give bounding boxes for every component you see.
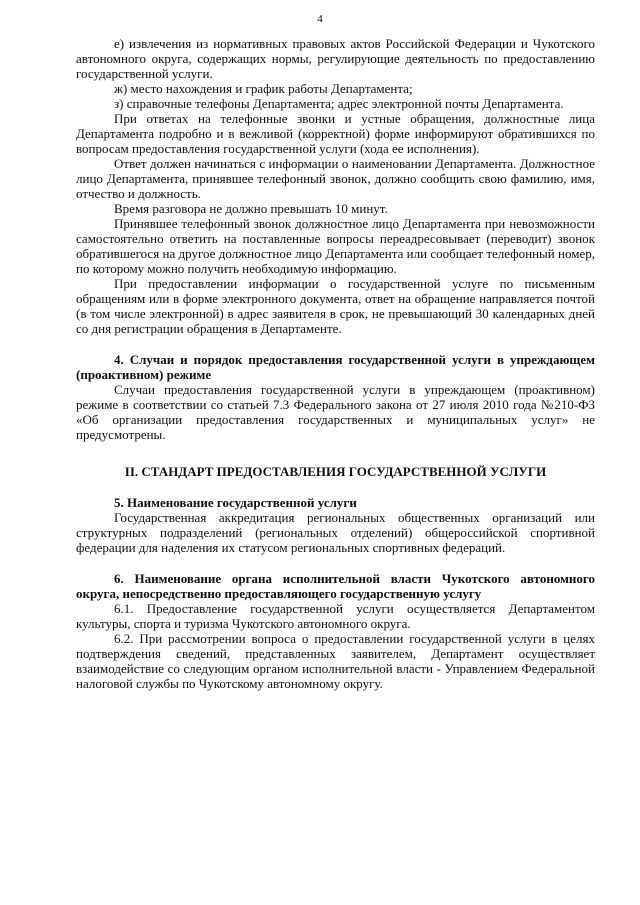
paragraph-6-1: 6.1. Предоставление государственной услуги осуществляется Департаментом культуры, спорта и туризма Чукотского автономного округа. [76,601,595,631]
paragraph-zh: ж) место нахождения и график работы Департамента; [114,81,413,96]
paragraph-z: з) справочные телефоны Департамента; адрес электронной почты Департамента. [114,96,564,111]
section-6-heading: 6. Наименование органа исполнительной власти Чукотского автономного округа, непосредственно предоставляющего государственную услугу [76,571,595,601]
paragraph-service-name: Государственная аккредитация региональных общественных организаций или структурных подразделений (региональных отделений) общероссийской спортивной федерации для наделения их статусом региональных спортивных федераций. [76,510,595,555]
section-4-heading: 4. Случаи и порядок предоставления государственной услуги в упреждающем (проактивном) режиме [76,352,595,382]
paragraph-call-duration: Время разговора не должно превышать 10 минут. [114,201,388,216]
section-5-heading: 5. Наименование государственной услуги [114,495,357,510]
paragraph-proactive-mode: Случаи предоставления государственной услуги в упреждающем (проактивном) режиме в соответствии со статьей 7.3 Федерального закона от 27 июля 2010 года №210-ФЗ «Об организации предоставления государственных и муниципальных услуг» не предусмотрены. [76,382,595,442]
paragraph-call-redirect: Принявшее телефонный звонок должностное лицо Департамента при невозможности самостоятельно ответить на поставленные вопросы переадресовывает (переводит) звонок обратившегося на другое должностное лицо Департамента или сообщает телефонный номер, по которому можно получить необходимую информацию. [76,216,595,276]
chapter-2-heading: II. СТАНДАРТ ПРЕДОСТАВЛЕНИЯ ГОСУДАРСТВЕННОЙ УСЛУГИ [124,464,547,479]
paragraph-written-requests: При предоставлении информации о государственной услуге по письменным обращениям или в форме электронного документа, ответ на обращение направляется почтой (в том числе электронной) в адрес заявителя в срок, не превышающий 30 календарных дней со дня регистрации обращения в Департаменте. [76,276,595,336]
page-number: 4 [317,13,323,25]
paragraph-answer-start: Ответ должен начинаться с информации о наименовании Департамента. Должностное лицо Департамента, принявшее телефонный звонок, должно сообщить свою фамилию, имя, отчество и должность. [76,156,595,201]
paragraph-e: е) извлечения из нормативных правовых актов Российской Федерации и Чукотского автономного округа, содержащих нормы, регулирующие деятельность по предоставлению государственной услуги. [76,36,595,81]
document-body [76,36,595,691]
paragraph-phone-answers: При ответах на телефонные звонки и устные обращения, должностные лица Департамента подробно и в вежливой (корректной) форме информируют обратившихся по вопросам предоставления государственной услуги (хода ее исполнения). [76,111,595,156]
paragraph-6-2: 6.2. При рассмотрении вопроса о предоставлении государственной услуги в целях подтверждения сведений, представленных заявителем, Департамент осуществляет взаимодействие со следующим органом исполнительной власти - Управлением Федеральной налоговой службы по Чукотскому автономному округу. [76,631,595,691]
